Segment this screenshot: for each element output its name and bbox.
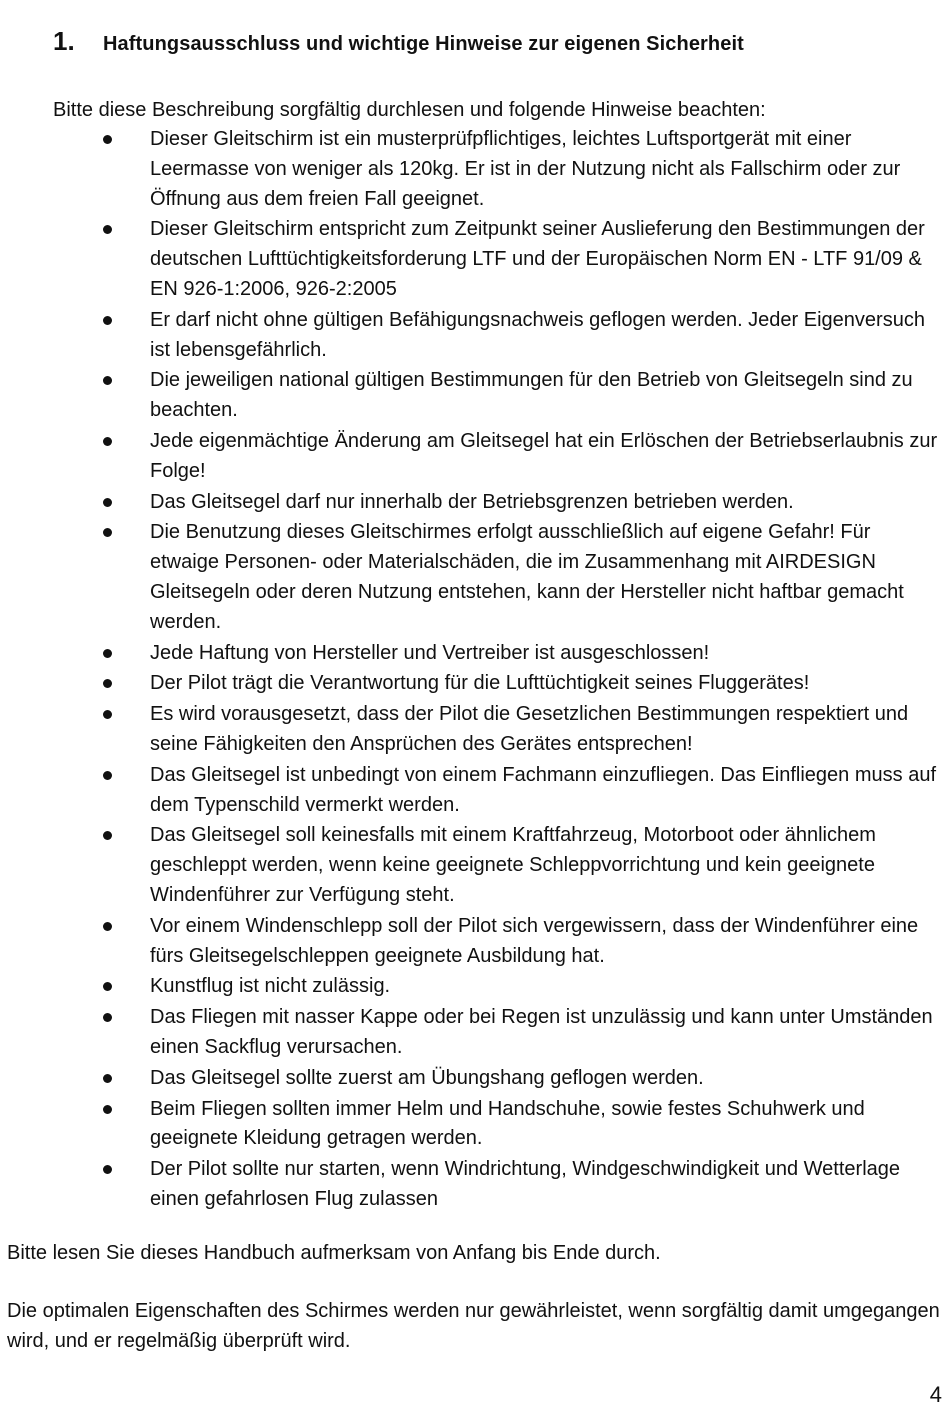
list-item-text: Das Gleitsegel ist unbedingt von einem Fachmann einzufliegen. Das Einfliegen muss auf dem Typenschild vermerkt werden. xyxy=(150,763,936,816)
bullet-icon xyxy=(103,649,112,658)
list-item-text: Dieser Gleitschirm ist ein musterprüfpflichtiges, leichtes Luftsportgerät mit einer Leermasse von weniger als 120kg. Er ist in der Nutzung nicht als Fallschirm oder zur Öffnung aus dem freien Fall geeignet. xyxy=(150,128,901,210)
bullet-icon xyxy=(103,225,112,234)
bullet-icon xyxy=(103,710,112,719)
list-item-text: Vor einem Windenschlepp soll der Pilot sich vergewissern, dass der Windenführer eine fürs Gleitsegelschleppen geeignete Ausbildung hat. xyxy=(150,914,919,967)
section-title: Haftungsausschluss und wichtige Hinweise zur eigenen Sicherheit xyxy=(103,33,744,55)
list-item-text: Das Gleitsegel soll keinesfalls mit einem Kraftfahrzeug, Motorboot oder ähnlichem geschleppt werden, wenn keine geeignete Schleppvorrichtung und kein geeignete Windenführer zur Verfügung steht. xyxy=(150,824,876,906)
list-item-text: Jede eigenmächtige Änderung am Gleitsegel hat ein Erlöschen der Betriebserlaubnis zur Folge! xyxy=(150,429,938,482)
list-item-text: Die jeweiligen national gültigen Bestimmungen für den Betrieb von Gleitsegeln sind zu beachten. xyxy=(150,369,913,422)
bullet-icon xyxy=(103,1074,112,1083)
list-item xyxy=(0,215,950,304)
list-item xyxy=(0,761,950,821)
bullet-icon xyxy=(103,1013,112,1022)
bullet-icon xyxy=(103,135,112,144)
bullet-icon xyxy=(103,498,112,507)
list-item xyxy=(0,639,950,669)
list-item-text: Es wird vorausgesetzt, dass der Pilot die Gesetzlichen Bestimmungen respektiert und seine Fähigkeiten den Ansprüchen des Gerätes entsprechen! xyxy=(150,703,909,755)
paragraph-read-manual: Bitte lesen Sie dieses Handbuch aufmerksam von Anfang bis Ende durch. xyxy=(7,1242,661,1264)
list-item-text: Der Pilot trägt die Verantwortung für die Lufttüchtigkeit seines Fluggerätes! xyxy=(150,672,810,695)
list-item-text: Die Benutzung dieses Gleitschirmes erfolgt ausschließlich auf eigene Gefahr! Für etwaige Personen- oder Materialschäden, die im Zusammenhang mit AIRDESIGN Gleitsegeln oder deren Nutzung entstehen, kann der Hersteller nicht haftbar gemacht werden. xyxy=(150,521,904,633)
list-item xyxy=(0,427,950,487)
bullet-icon xyxy=(103,1105,112,1114)
list-item xyxy=(0,1095,950,1155)
list-item xyxy=(0,518,950,637)
page-number: 4 xyxy=(929,1382,942,1407)
bullet-icon xyxy=(103,376,112,385)
safety-notice-list xyxy=(0,125,950,1216)
bullet-icon xyxy=(103,679,112,688)
list-item xyxy=(0,972,950,1002)
list-item xyxy=(0,1003,950,1063)
intro-text: Bitte diese Beschreibung sorgfältig durchlesen und folgende Hinweise beachten: xyxy=(53,99,766,121)
bullet-icon xyxy=(103,316,112,325)
list-item-text: Dieser Gleitschirm entspricht zum Zeitpunkt seiner Auslieferung den Bestimmungen der deutschen Lufttüchtigkeitsforderung LTF und der Europäischen Norm EN - LTF 91/09 & EN 926-1:2006, 926-2:2005 xyxy=(150,218,925,300)
list-item-text: Das Gleitsegel darf nur innerhalb der Betriebsgrenzen betrieben werden. xyxy=(150,490,794,513)
list-item-text: Das Fliegen mit nasser Kappe oder bei Regen ist unzulässig und kann unter Umständen einen Sackflug verursachen. xyxy=(150,1006,933,1058)
list-item-text: Beim Fliegen sollten immer Helm und Handschuhe, sowie festes Schuhwerk und geeignete Kleidung getragen werden. xyxy=(150,1097,865,1150)
list-item xyxy=(0,366,950,426)
bullet-icon xyxy=(103,922,112,931)
list-item xyxy=(0,669,950,699)
paragraph-optimal-properties: Die optimalen Eigenschaften des Schirmes werden nur gewährleistet, wenn sorgfältig damit umgegangen wird, und er regelmäßig überprüft wird. xyxy=(7,1300,940,1352)
list-item-text: Das Gleitsegel sollte zuerst am Übungshang geflogen werden. xyxy=(150,1066,704,1089)
list-item xyxy=(0,1155,950,1215)
bullet-icon xyxy=(103,1165,112,1174)
bullet-icon xyxy=(103,528,112,537)
list-item xyxy=(0,488,950,518)
list-item xyxy=(0,912,950,972)
section-number: 1. xyxy=(53,26,75,56)
list-item-text: Der Pilot sollte nur starten, wenn Windrichtung, Windgeschwindigkeit und Wetterlage einen gefahrlosen Flug zulassen xyxy=(150,1158,900,1210)
bullet-icon xyxy=(103,982,112,991)
list-item xyxy=(0,821,950,910)
list-item xyxy=(0,1064,950,1094)
bullet-icon xyxy=(103,437,112,446)
list-item-text: Kunstflug ist nicht zulässig. xyxy=(150,975,391,998)
list-item xyxy=(0,700,950,760)
section-heading xyxy=(53,26,744,57)
list-item xyxy=(0,125,950,214)
list-item xyxy=(0,306,950,366)
bullet-icon xyxy=(103,831,112,840)
bullet-icon xyxy=(103,771,112,780)
list-item-text: Jede Haftung von Hersteller und Vertreiber ist ausgeschlossen! xyxy=(150,641,710,664)
list-item-text: Er darf nicht ohne gültigen Befähigungsnachweis geflogen werden. Jeder Eigenversuch ist lebensgefährlich. xyxy=(150,308,925,361)
